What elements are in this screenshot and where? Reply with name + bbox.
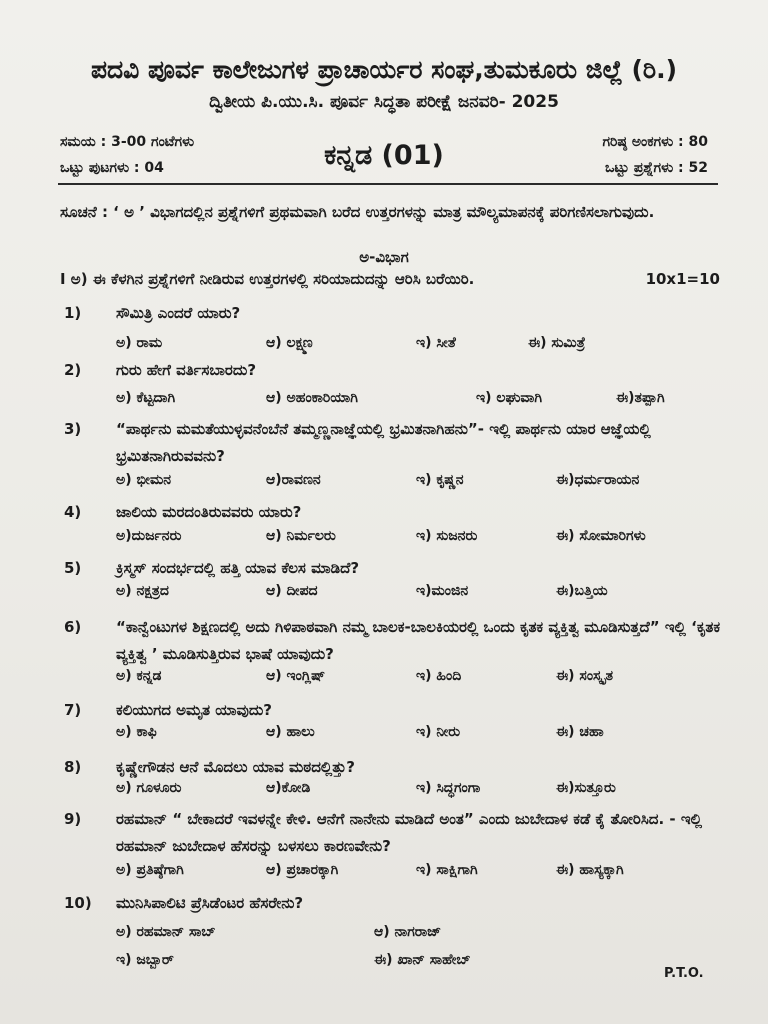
question-number: 4)	[64, 503, 82, 521]
question-item	[64, 806, 724, 860]
option-a: ಅ) ಭೀಮನ	[116, 472, 172, 488]
option-a: ಅ)ದುರ್ಜನರು	[116, 528, 182, 544]
question-number: 2)	[64, 361, 82, 379]
option-c: ಇ) ಸುಜನರು	[416, 528, 478, 544]
option-c: ಇ)ಮಂಜಿನ	[416, 583, 469, 599]
question-number: 7)	[64, 701, 82, 719]
option-d: ಈ) ಚಹಾ	[556, 724, 604, 740]
option-d: ಈ) ಸೋಮಾರಿಗಳು	[556, 528, 646, 544]
option-d: ಈ)ತಪ್ಪಾಗಿ	[616, 390, 665, 406]
option-c: ಇ) ಹಿಂದಿ	[416, 668, 462, 684]
answer-options	[116, 924, 716, 948]
question-number: 10)	[64, 894, 92, 912]
option-a: ಅ) ರಾಮ	[116, 335, 163, 351]
max-marks: ಗರಿಷ್ಠ ಅಂಕಗಳು : 80	[602, 134, 708, 150]
question-item	[64, 555, 724, 582]
option-c: ಇ) ಕೃಷ್ಣನ	[416, 472, 464, 488]
option-c: ಇ) ಲಘುವಾಗಿ	[476, 390, 542, 406]
question-number: 9)	[64, 810, 82, 828]
instruction-text: I ಅ) ಈ ಕೆಳಗಿನ ಪ್ರಶ್ನೆಗಳಿಗೆ ನೀಡಿರುವ ಉತ್ತರಗಳಲ್ಲಿ ಸರಿಯಾದುದನ್ನು ಆರಿಸಿ ಬರೆಯಿರಿ.	[60, 270, 475, 288]
question-item	[64, 890, 724, 917]
question-text: ಕೃಷ್ಣೇಗೌಡನ ಆನೆ ಮೊದಲು ಯಾವ ಮಠದಲ್ಲಿತ್ತು?	[116, 758, 355, 776]
option-b: ಆ)ರಾವಣನ	[266, 472, 321, 488]
question-text: ಸೌಮಿತ್ರಿ ಎಂದರೆ ಯಾರು?	[116, 304, 241, 322]
question-text: ಕಲಿಯುಗದ ಅಮೃತ ಯಾವುದು?	[116, 701, 272, 719]
option-c: ಇ) ಸೀತೆ	[416, 335, 456, 351]
question-text: ಕ್ರಿಸ್ಮಸ್ ಸಂದರ್ಭದಲ್ಲಿ ಹತ್ತಿ ಯಾವ ಕೆಲಸ ಮಾಡಿದೆ?	[116, 559, 360, 577]
answer-options	[116, 952, 716, 976]
answer-options	[116, 528, 716, 552]
option-c: ಇ) ಸಿದ್ಧಗಂಗಾ	[416, 780, 481, 796]
option-b: ಆ)ಕೋಡಿ	[266, 780, 311, 796]
question-item	[64, 697, 724, 724]
option-d: ಈ) ಸುಮಿತ್ರೆ	[528, 335, 586, 351]
question-text: ಗುರು ಹೇಗೆ ವರ್ತಿಸಬಾರದು?	[116, 361, 257, 379]
question-item	[64, 416, 724, 470]
option-d: ಈ) ಖಾನ್ ಸಾಹೇಬ್	[374, 952, 471, 968]
total-questions: ಒಟ್ಟು ಪ್ರಶ್ನೆಗಳು : 52	[604, 160, 708, 176]
question-number: 6)	[64, 618, 82, 636]
question-item	[64, 357, 724, 384]
option-d: ಈ)ಬತ್ತಿಯ	[556, 583, 608, 599]
option-c: ಇ) ಸಾಕ್ಷಿಗಾಗಿ	[416, 862, 478, 878]
option-a: ಅ) ಕಾಫಿ	[116, 724, 157, 740]
option-b: ಆ) ನಿರ್ಮಲರು	[266, 528, 336, 544]
question-item	[64, 614, 724, 668]
option-b: ಆ) ಲಕ್ಷ್ಮಣ	[266, 335, 313, 351]
option-d: ಈ) ಸಂಸ್ಕೃತ	[556, 668, 614, 684]
total-pages: ಒಟ್ಟು ಪುಟಗಳು : 04	[60, 160, 164, 176]
option-a: ಅ) ರಹಮಾನ್ ಸಾಬ್	[116, 924, 216, 940]
option-b: ಆ) ಪ್ರಚಾರಕ್ಕಾಗಿ	[266, 862, 339, 878]
answer-options	[116, 668, 716, 692]
option-b: ಆ) ನಾಗರಾಜ್	[374, 924, 442, 940]
question-text: “ಕಾನ್ವೆಂಟುಗಳ ಶಿಕ್ಷಣದಲ್ಲಿ ಅದು ಗಿಳಿಪಾಠವಾಗಿ ನಮ್ಮ ಬಾಲಕ-ಬಾಲಕಿಯರಲ್ಲಿ ಒಂದು ಕೃತಕ ವ್ಯಕ್ತಿತ್ವ ಮೂಡಿಸುತ್ತದೆ” ಇಲ್ಲಿ ‘ಕೃತಕ ವ್ಯಕ್ತಿತ್ವ ’ ಮೂಡಿಸುತ್ತಿರುವ ಭಾಷೆ ಯಾವುದು?	[116, 618, 721, 663]
answer-options	[116, 583, 716, 607]
option-d: ಈ)ಸುತ್ತೂರು	[556, 780, 616, 796]
exam-subtitle: ದ್ವಿತೀಯ ಪಿ.ಯು.ಸಿ. ಪೂರ್ವ ಸಿದ್ಧತಾ ಪರೀಕ್ಷೆ ಜನವರಿ- 2025	[209, 92, 559, 112]
option-b: ಆ) ಇಂಗ್ಲಿಷ್	[266, 668, 326, 684]
answer-options	[116, 780, 716, 804]
option-a: ಅ) ಕನ್ನಡ	[116, 668, 162, 684]
option-c: ಇ) ನೀರು	[416, 724, 461, 740]
answer-options	[116, 862, 716, 886]
header-divider	[58, 183, 718, 185]
question-text: ಜಾಲಿಯ ಮರದಂತಿರುವವರು ಯಾರು?	[116, 503, 302, 521]
question-text: “ಪಾರ್ಥನು ಮಮತೆಯುಳ್ಳವನೆಂಬೆನೆ ತಮ್ಮಣ್ಣನಾಜ್ಞೆಯಲ್ಲಿ ಭ್ರಮಿತನಾಗಿಹನು”- ಇಲ್ಲಿ ಪಾರ್ಥನು ಯಾರ ಆಜ್ಞೆಯಲ್ಲಿ ಭ್ರಮಿತನಾಗಿರುವವನು?	[116, 420, 651, 465]
section-heading: ಅ-ವಿಭಾಗ	[359, 248, 409, 266]
please-turn-over: P.T.O.	[664, 966, 704, 981]
option-b: ಆ) ಅಹಂಕಾರಿಯಾಗಿ	[266, 390, 358, 406]
option-a: ಅ) ಕೆಟ್ಟದಾಗಿ	[116, 390, 176, 406]
option-b: ಆ) ದೀಪದ	[266, 583, 318, 599]
answer-options	[116, 472, 716, 496]
question-item	[64, 300, 724, 327]
question-item	[64, 754, 724, 781]
question-item	[64, 499, 724, 526]
option-a: ಅ) ಪ್ರತಿಷ್ಠೆಗಾಗಿ	[116, 862, 184, 878]
option-a: ಅ) ನಕ್ಷತ್ರದ	[116, 583, 169, 599]
association-title: ಪದವಿ ಪೂರ್ವ ಕಾಲೇಜುಗಳ ಪ್ರಾಚಾರ್ಯರ ಸಂಘ,ತುಮಕೂರು ಜಿಲ್ಲೆ (ರಿ.)	[90, 55, 678, 84]
option-c: ಇ) ಜಬ್ಬಾರ್	[116, 952, 174, 968]
question-instruction	[60, 270, 720, 288]
marks-allotment: 10x1=10	[645, 270, 720, 288]
subject-title: ಕನ್ನಡ (01)	[324, 140, 444, 171]
question-number: 8)	[64, 758, 82, 776]
option-d: ಈ)ಧರ್ಮರಾಯನ	[556, 472, 640, 488]
option-a: ಅ) ಗೂಳೂರು	[116, 780, 182, 796]
question-number: 1)	[64, 304, 82, 322]
question-number: 5)	[64, 559, 82, 577]
answer-options	[116, 335, 716, 359]
option-b: ಆ) ಹಾಲು	[266, 724, 315, 740]
option-d: ಈ) ಹಾಸ್ಯಕ್ಕಾಗಿ	[556, 862, 624, 878]
question-text: ರಹಮಾನ್ “ ಬೇಕಾದರೆ ಇವಳನ್ನೇ ಕೇಳಿ. ಆನೆಗೆ ನಾನೇನು ಮಾಡಿದೆ ಅಂತ” ಎಂದು ಜುಬೇದಾಳ ಕಡೆ ಕೈ ತೋರಿಸಿದ. - ಇಲ್ಲಿ ರಹಮಾನ್ ಜುಬೇದಾಳ ಹೆಸರನ್ನು ಬಳಸಲು ಕಾರಣವೇನು?	[116, 810, 702, 855]
question-number: 3)	[64, 420, 82, 438]
answer-options	[116, 390, 716, 414]
exam-duration: ಸಮಯ : 3-00 ಗಂಟೆಗಳು	[60, 134, 195, 150]
answer-options	[116, 724, 716, 748]
question-text: ಮುನಿಸಿಪಾಲಿಟಿ ಪ್ರೆಸಿಡೆಂಟರ ಹೆಸರೇನು?	[116, 894, 304, 912]
instruction-note: ಸೂಚನೆ : ‘ ಅ ’ ವಿಭಾಗದಲ್ಲಿನ ಪ್ರಶ್ನೆಗಳಿಗೆ ಪ್ರಥಮವಾಗಿ ಬರೆದ ಉತ್ತರಗಳನ್ನು ಮಾತ್ರ ಮೌಲ್ಯಮಾಪನಕ್ಕೆ ಪರಿಗಣಿಸಲಾಗುವುದು.	[60, 203, 655, 221]
